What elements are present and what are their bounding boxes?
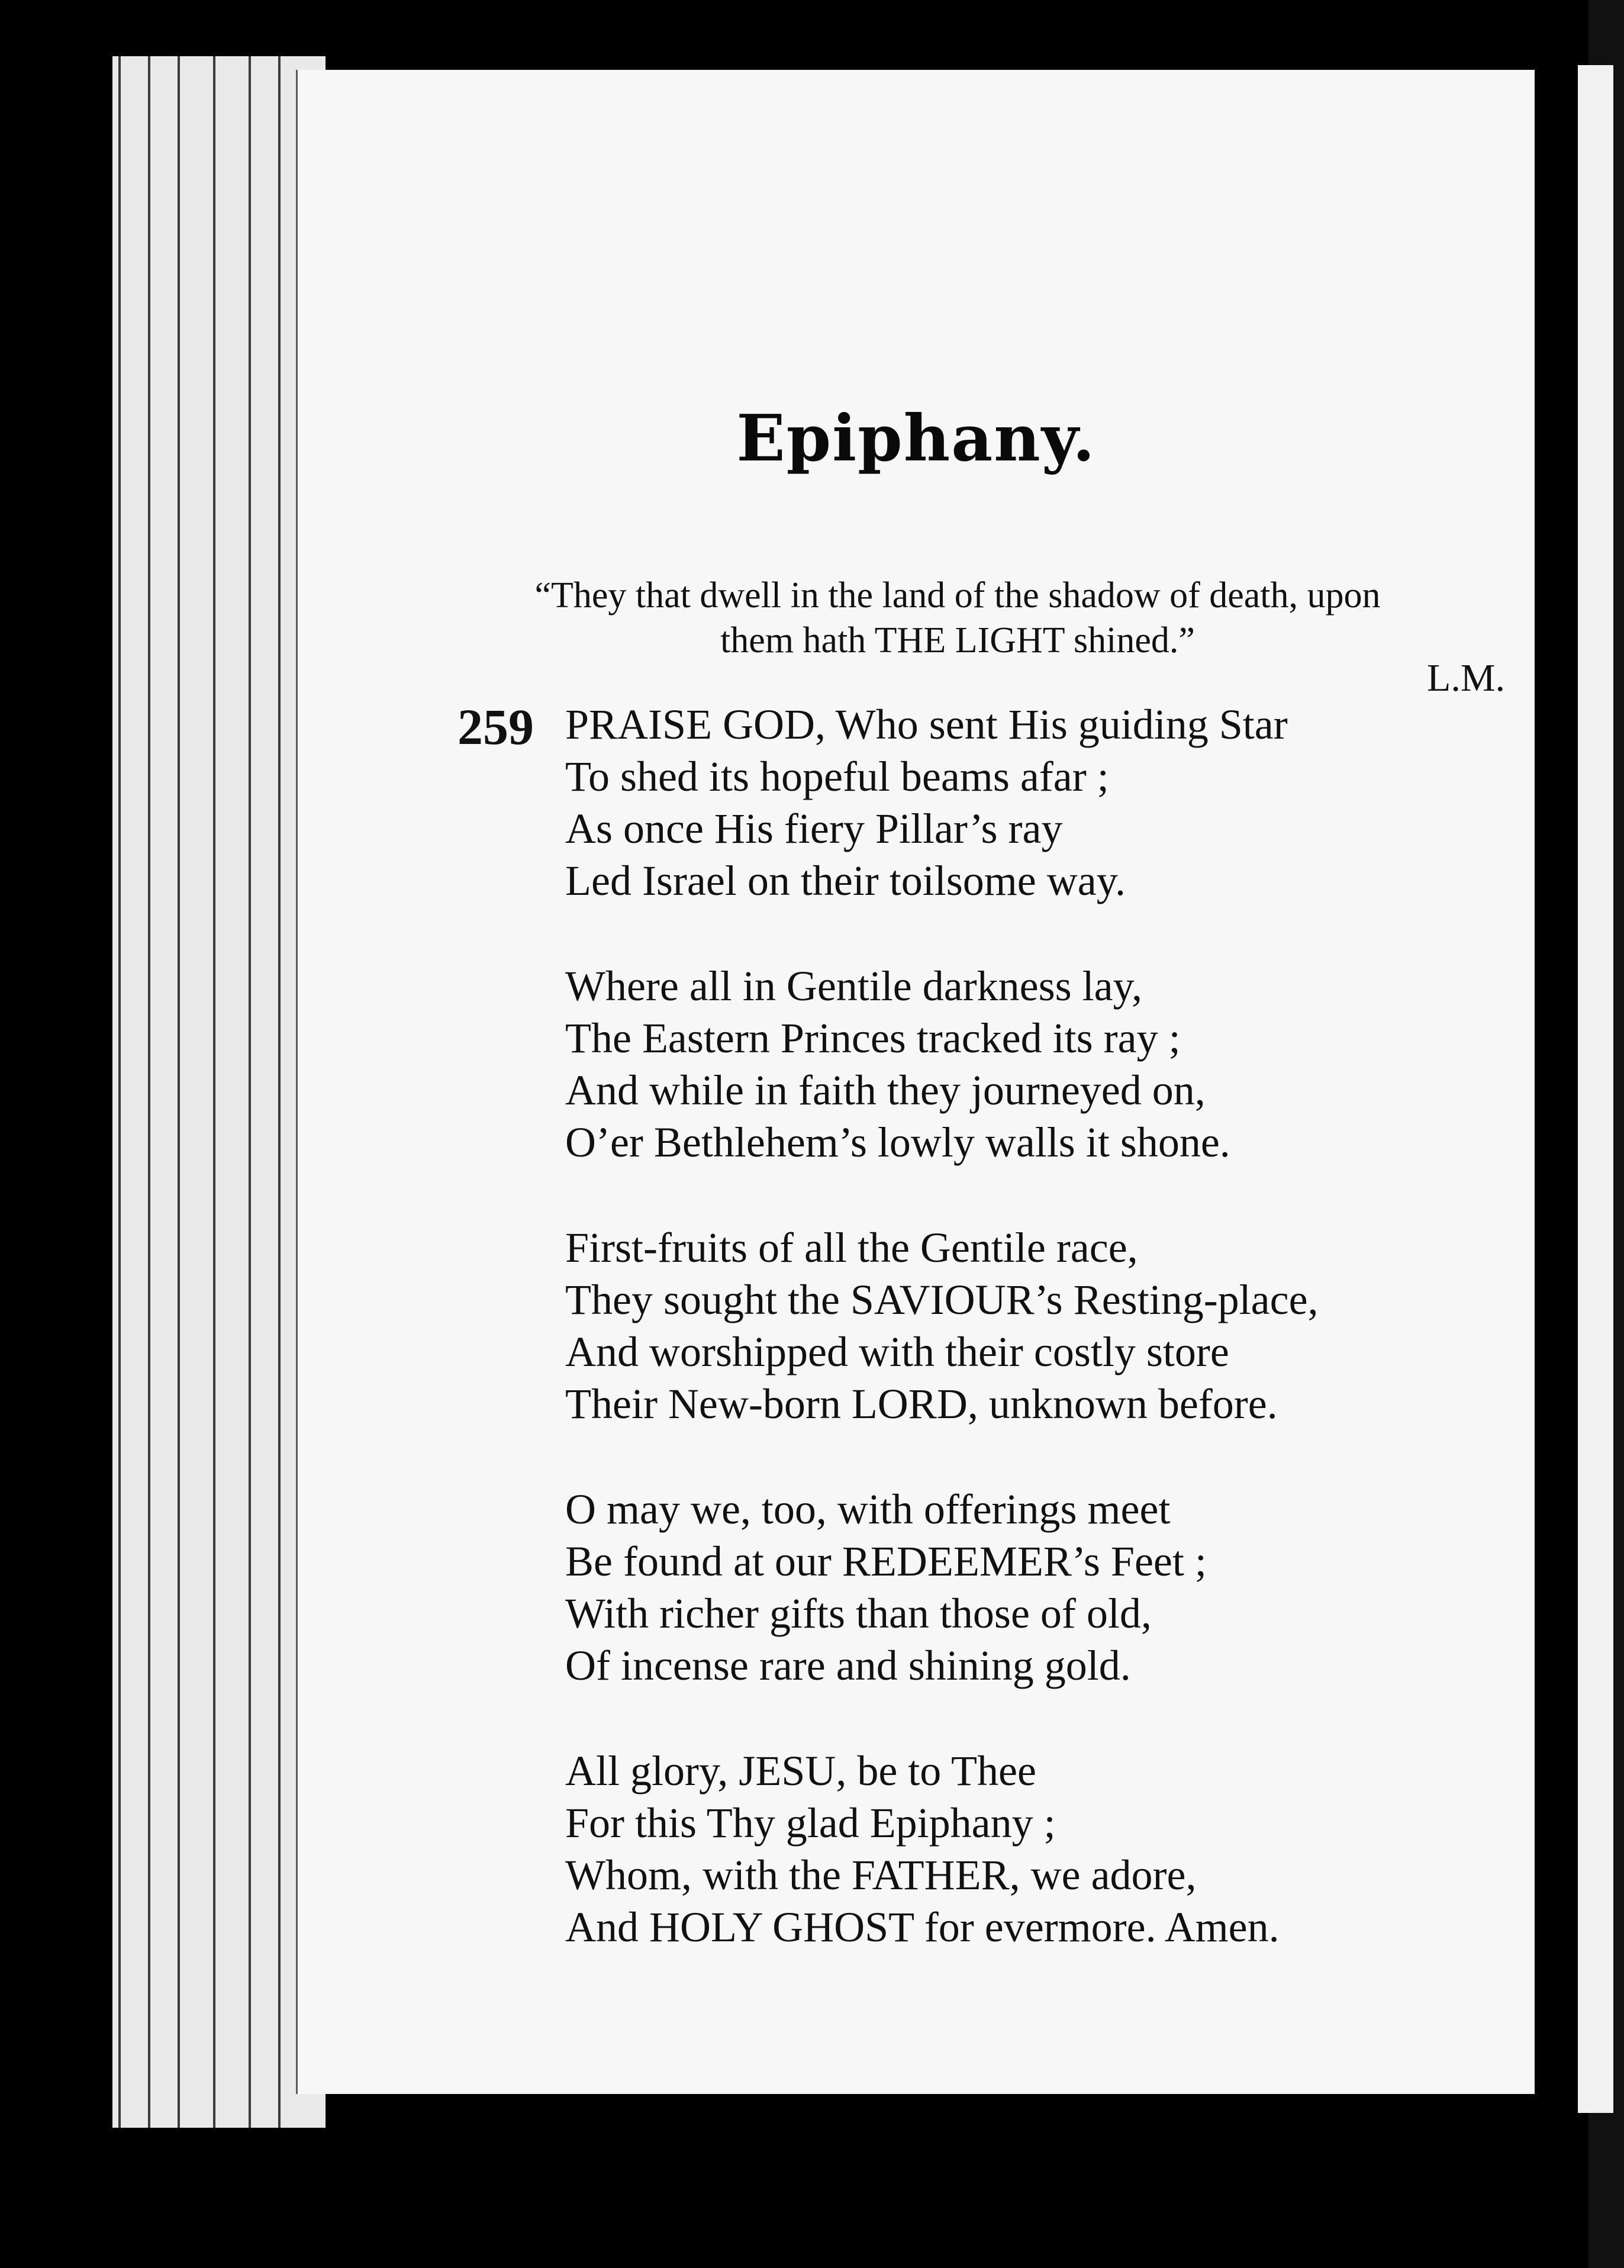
stanza: [565, 1745, 1524, 1953]
verse-line: First-fruits of all the Gentile race,: [565, 1224, 1138, 1271]
verse-line: Their New-born LORD, unknown before.: [565, 1380, 1278, 1428]
epigraph-line: them hath THE LIGHT shined.”: [720, 620, 1195, 661]
stanza: [565, 1483, 1524, 1692]
page-edge-line: [249, 56, 251, 2128]
page-edge-line: [148, 56, 150, 2128]
epigraph-line: “They that dwell in the land of the shadow of death, upon: [534, 575, 1381, 616]
verse-line: All glory, JESU, be to Thee: [565, 1747, 1036, 1795]
hymn-text: [565, 698, 1524, 2006]
verse-line: For this Thy glad Epiphany ;: [565, 1799, 1056, 1847]
verse-line: To shed its hopeful beams afar ;: [565, 753, 1109, 800]
page-edge-line: [178, 56, 180, 2128]
verse-line: PRAISE GOD, Who sent His guiding Star: [565, 701, 1288, 748]
verse-line: Of incense rare and shining gold.: [565, 1642, 1131, 1689]
meter-label: L.M.: [1427, 656, 1505, 700]
page-title: Epiphany.: [736, 401, 1096, 476]
page-edge-line: [213, 56, 215, 2128]
verse-line: With richer gifts than those of old,: [565, 1590, 1152, 1637]
hymn-number: 259: [457, 698, 534, 755]
stanza: [565, 960, 1524, 1168]
verse-line: Where all in Gentile darkness lay,: [565, 962, 1142, 1010]
verse-line: O may we, too, with offerings meet: [565, 1486, 1171, 1533]
verse-line: They sought the SAVIOUR’s Resting-place,: [565, 1276, 1319, 1323]
verse-line: And HOLY GHOST for evermore. Amen.: [565, 1903, 1280, 1951]
verse-line: As once His fiery Pillar’s ray: [565, 805, 1063, 852]
page-edge-line: [278, 56, 281, 2128]
next-page-sliver: [1578, 65, 1613, 2113]
book-page-edges: [112, 56, 326, 2128]
stanza: [565, 1222, 1524, 1430]
verse-line: And while in faith they journeyed on,: [565, 1067, 1206, 1114]
book-page: [296, 70, 1535, 2094]
page-edge-line: [118, 56, 121, 2128]
verse-line: Be found at our REDEEMER’s Feet ;: [565, 1538, 1207, 1585]
verse-line: Whom, with the FATHER, we adore,: [565, 1851, 1197, 1899]
verse-line: And worshipped with their costly store: [565, 1328, 1229, 1375]
verse-line: O’er Bethlehem’s lowly walls it shone.: [565, 1119, 1230, 1166]
stanza: [565, 698, 1524, 907]
epigraph: [457, 573, 1458, 663]
verse-line: Led Israel on their toilsome way.: [565, 857, 1126, 904]
verse-line: The Eastern Princes tracked its ray ;: [565, 1014, 1181, 1062]
